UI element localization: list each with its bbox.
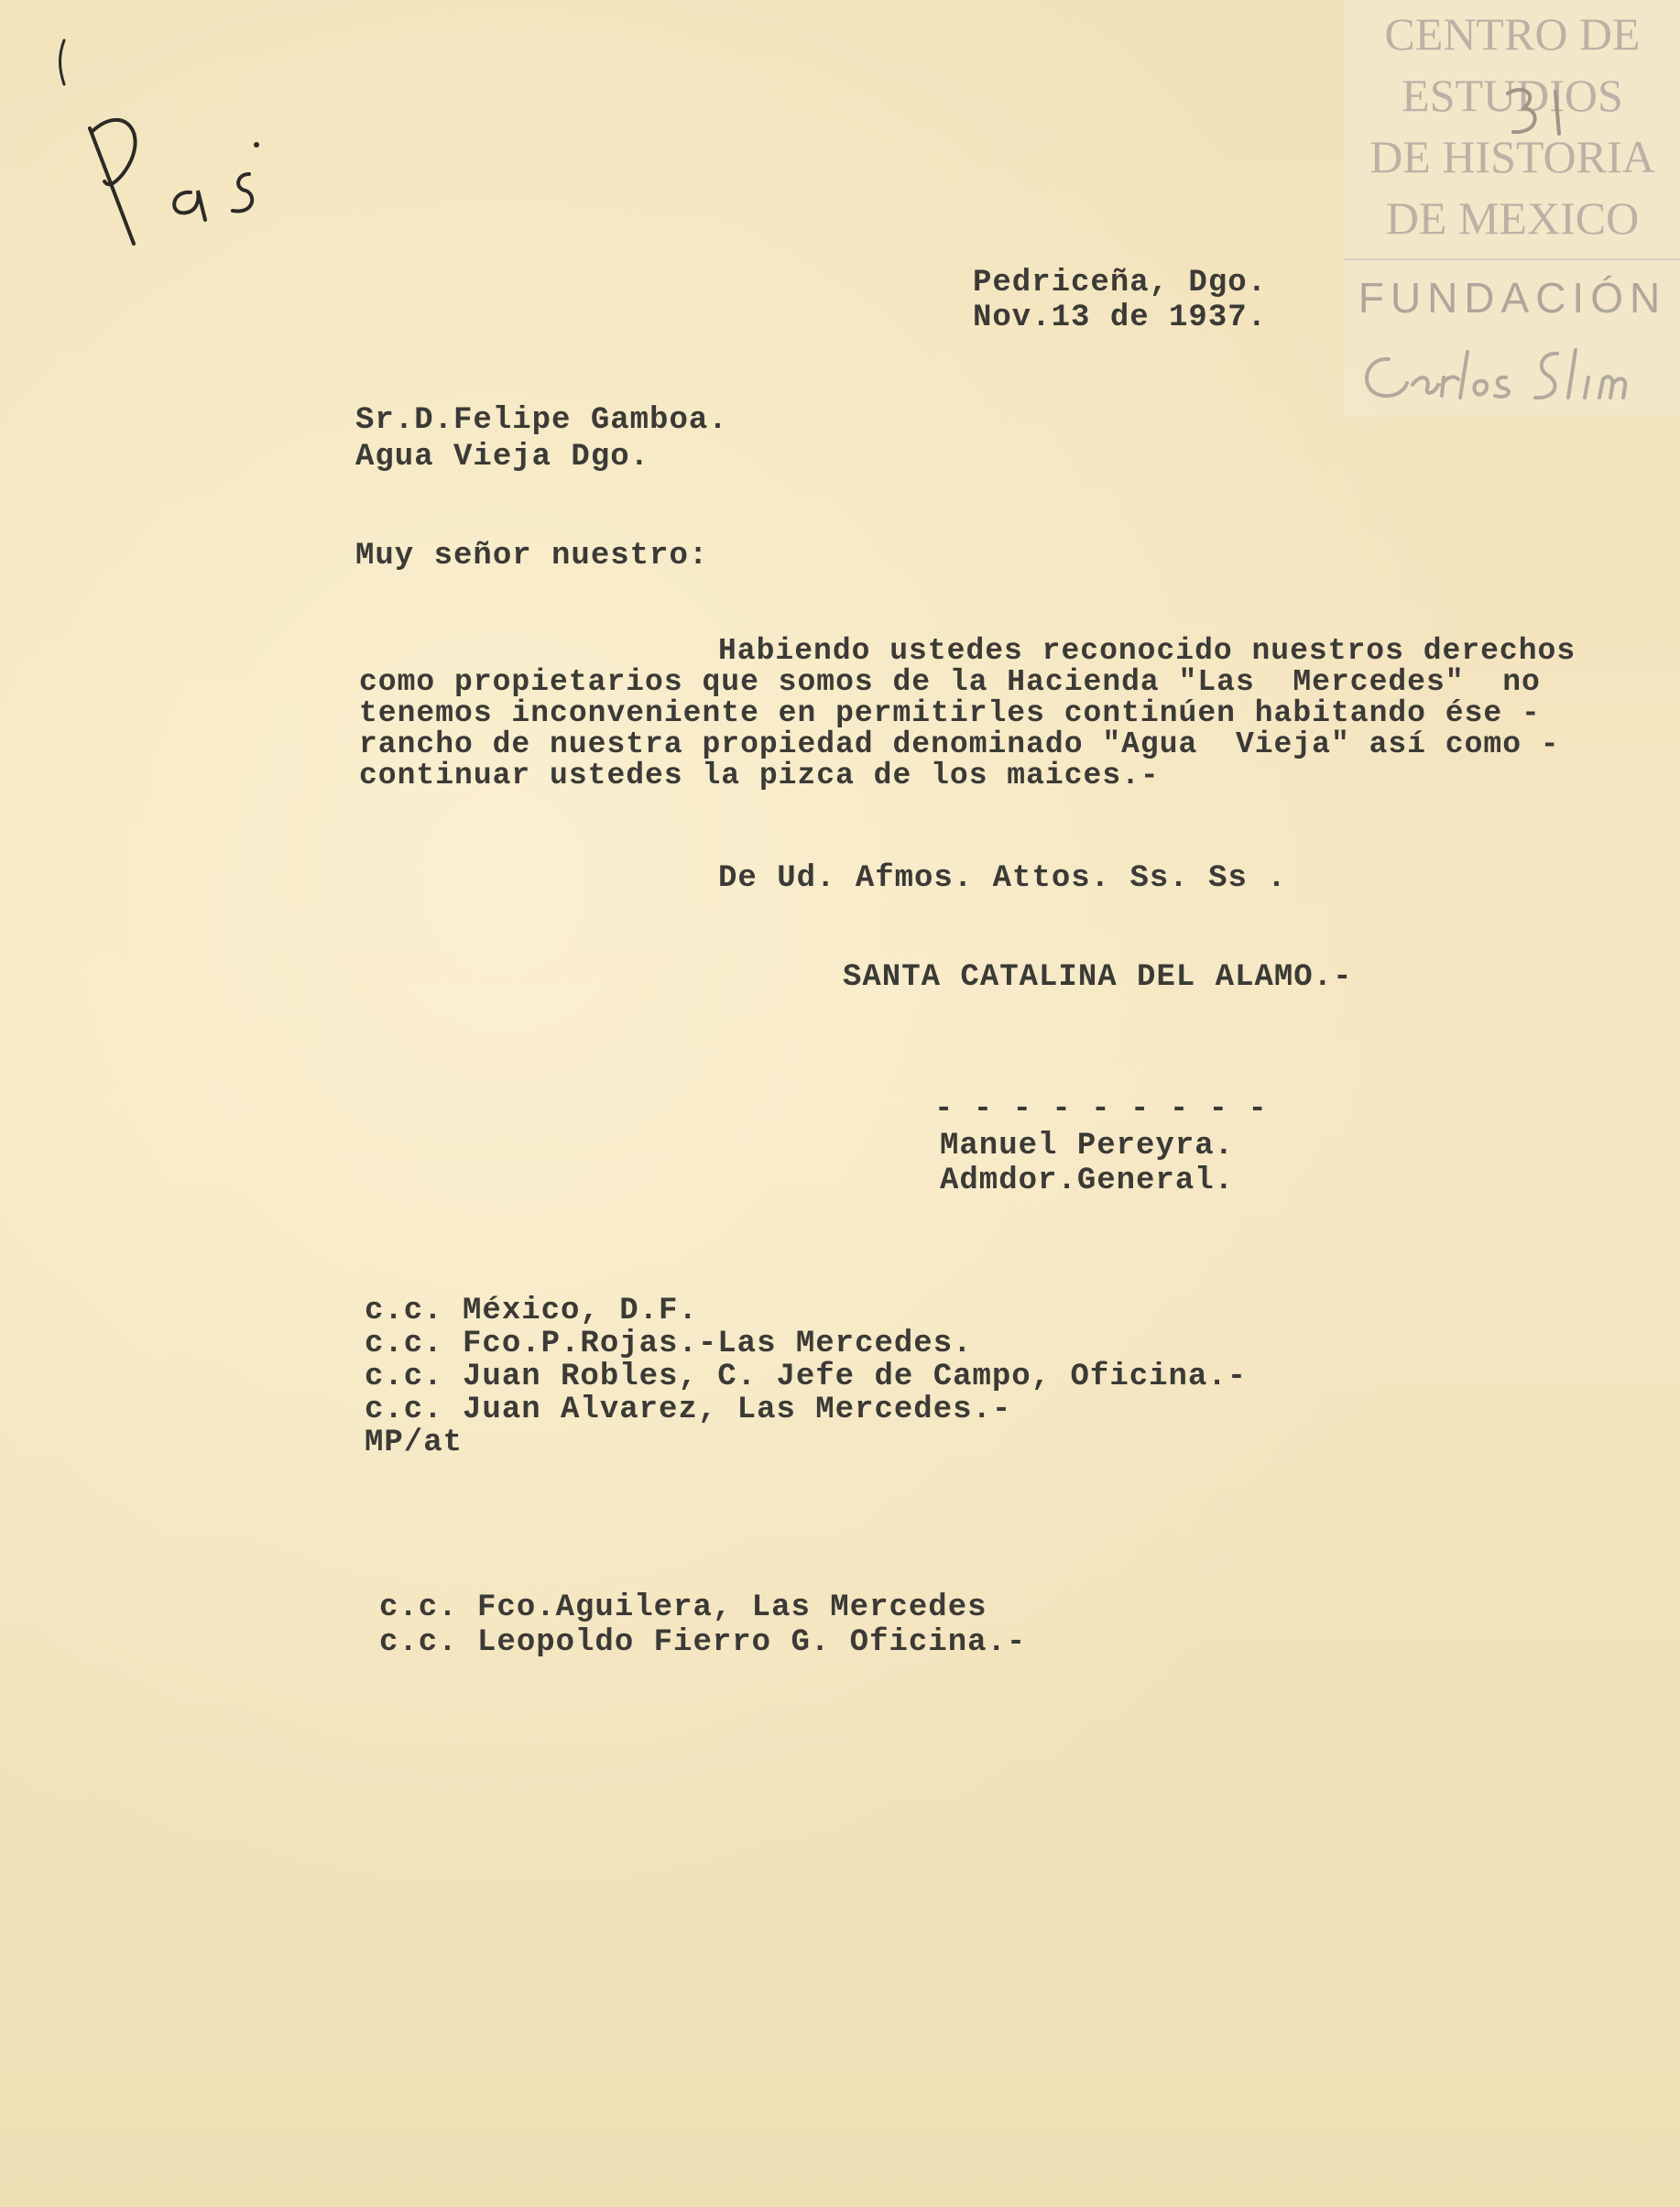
copy-recipient: c.c. México, D.F.: [365, 1294, 698, 1328]
closing-phrase: De Ud. Afmos. Attos. Ss. Ss .: [718, 861, 1287, 896]
copy-recipient: c.c. Juan Alvarez, Las Mercedes.-: [365, 1393, 1012, 1427]
handwritten-initials-mark: [53, 37, 291, 266]
body-line: tenemos inconveniente en permitirles continúen habitando ése -: [359, 696, 1541, 730]
copy-recipient: c.c. Juan Robles, C. Jefe de Campo, Oficina.-: [365, 1360, 1248, 1394]
stamp-foundation-label: FUNDACIÓN: [1358, 274, 1667, 322]
copy-recipient: c.c. Fco.Aguilera, Las Mercedes: [379, 1590, 987, 1625]
copy-recipient: c.c. Leopoldo Fierro G. Oficina.-: [379, 1625, 1027, 1660]
company-name: SANTA CATALINA DEL ALAMO.-: [843, 960, 1353, 995]
addressee-name: Sr.D.Felipe Gamboa.: [355, 403, 728, 438]
letter-place: Pedriceña, Dgo.: [973, 266, 1268, 300]
body-line: Habiendo ustedes reconocido nuestros derechos: [718, 634, 1576, 668]
stamp-line-1: CENTRO DE: [1384, 8, 1641, 60]
body-line: rancho de nuestra propiedad denominado "Agua Vieja" así como -: [359, 727, 1560, 761]
stamp-line-3: DE HISTORIA: [1369, 131, 1655, 182]
stamp-divider: [1345, 258, 1680, 260]
body-line: continuar ustedes la pizca de los maices.-: [359, 759, 1160, 792]
folio-number-mark: [1491, 81, 1601, 145]
letter-date: Nov.13 de 1937.: [973, 300, 1268, 335]
addressee-location: Agua Vieja Dgo.: [355, 440, 650, 475]
body-line: como propietarios que somos de la Hacienda "Las Mercedes" no: [359, 665, 1541, 699]
signature-dash-line: - - - - - - - - -: [934, 1092, 1268, 1127]
carlos-slim-signature-logo: [1352, 341, 1673, 414]
typist-initials: MP/at: [365, 1426, 464, 1460]
stamp-line-2: ESTUDIOS: [1402, 70, 1623, 121]
salutation: Muy señor nuestro:: [355, 539, 709, 574]
copy-recipient: c.c. Fco.P.Rojas.-Las Mercedes.: [365, 1327, 973, 1361]
stamp-line-4: DE MEXICO: [1385, 192, 1640, 244]
signatory-name: Manuel Pereyra.: [940, 1129, 1235, 1164]
signatory-title: Admdor.General.: [940, 1164, 1235, 1198]
